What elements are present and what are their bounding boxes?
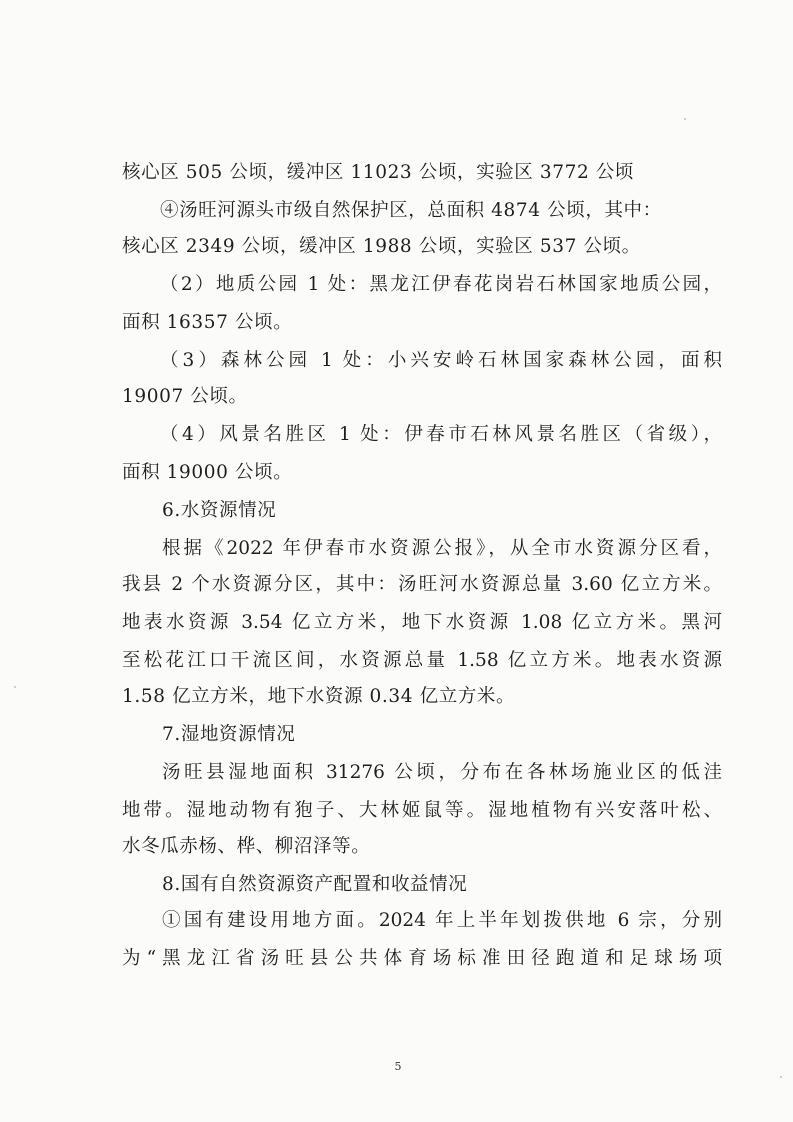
scan-speck xyxy=(14,686,16,688)
text-line: 面积 16357 公顷。 xyxy=(122,312,293,333)
text-line: 1.58 亿立方米，地下水资源 0.34 亿立方米。 xyxy=(122,686,516,707)
text-line: 水冬瓜赤杨、桦、柳沼泽等。 xyxy=(122,836,371,857)
text-line: 地表水资源 3.54 亿立方米，地下水资源 1.08 亿立方米。黑河 xyxy=(122,612,722,633)
text-line: 核心区 2349 公顷，缓冲区 1988 公顷，实验区 537 公顷。 xyxy=(122,236,641,257)
text-line: （2）地质公园 1 处：黑龙江伊春花岗岩石林国家地质公园， xyxy=(160,274,722,295)
section-heading: 8.国有自然资源资产配置和收益情况 xyxy=(162,874,468,895)
text-line: ①国有建设用地方面。2024 年上半年划拨供地 6 宗，分别 xyxy=(162,910,722,931)
text-line: 我县 2 个水资源分区，其中：汤旺河水资源总量 3.60 亿立方米。 xyxy=(122,574,722,595)
scan-speck xyxy=(684,118,686,120)
text-line: ④汤旺河源头市级自然保护区，总面积 4874 公顷，其中： xyxy=(160,200,662,221)
text-line: （3）森林公园 1 处：小兴安岭石林国家森林公园，面积 xyxy=(160,350,722,371)
text-line: 19007 公顷。 xyxy=(122,386,248,407)
text-line: 核心区 505 公顷，缓冲区 11023 公顷，实验区 3772 公顷 xyxy=(122,162,635,183)
page-number: 5 xyxy=(394,1060,402,1073)
section-heading: 7.湿地资源情况 xyxy=(162,724,296,745)
section-heading: 6.水资源情况 xyxy=(162,500,277,521)
text-line: （4）风景名胜区 1 处：伊春市石林风景名胜区（省级）， xyxy=(160,424,722,445)
text-line: 至松花江口干流区间，水资源总量 1.58 亿立方米。地表水资源 xyxy=(122,650,722,671)
scan-speck xyxy=(780,1076,782,1078)
text-line: 为“黑龙江省汤旺县公共体育场标准田径跑道和足球场项 xyxy=(122,948,722,969)
text-line: 汤旺县湿地面积 31276 公顷，分布在各林场施业区的低洼 xyxy=(162,762,722,783)
text-line: 面积 19000 公顷。 xyxy=(122,462,293,483)
text-line: 根据《2022 年伊春市水资源公报》，从全市水资源分区看， xyxy=(162,538,722,559)
text-line: 地带。湿地动物有狍子、大林姬鼠等。湿地植物有兴安落叶松、 xyxy=(122,800,722,821)
